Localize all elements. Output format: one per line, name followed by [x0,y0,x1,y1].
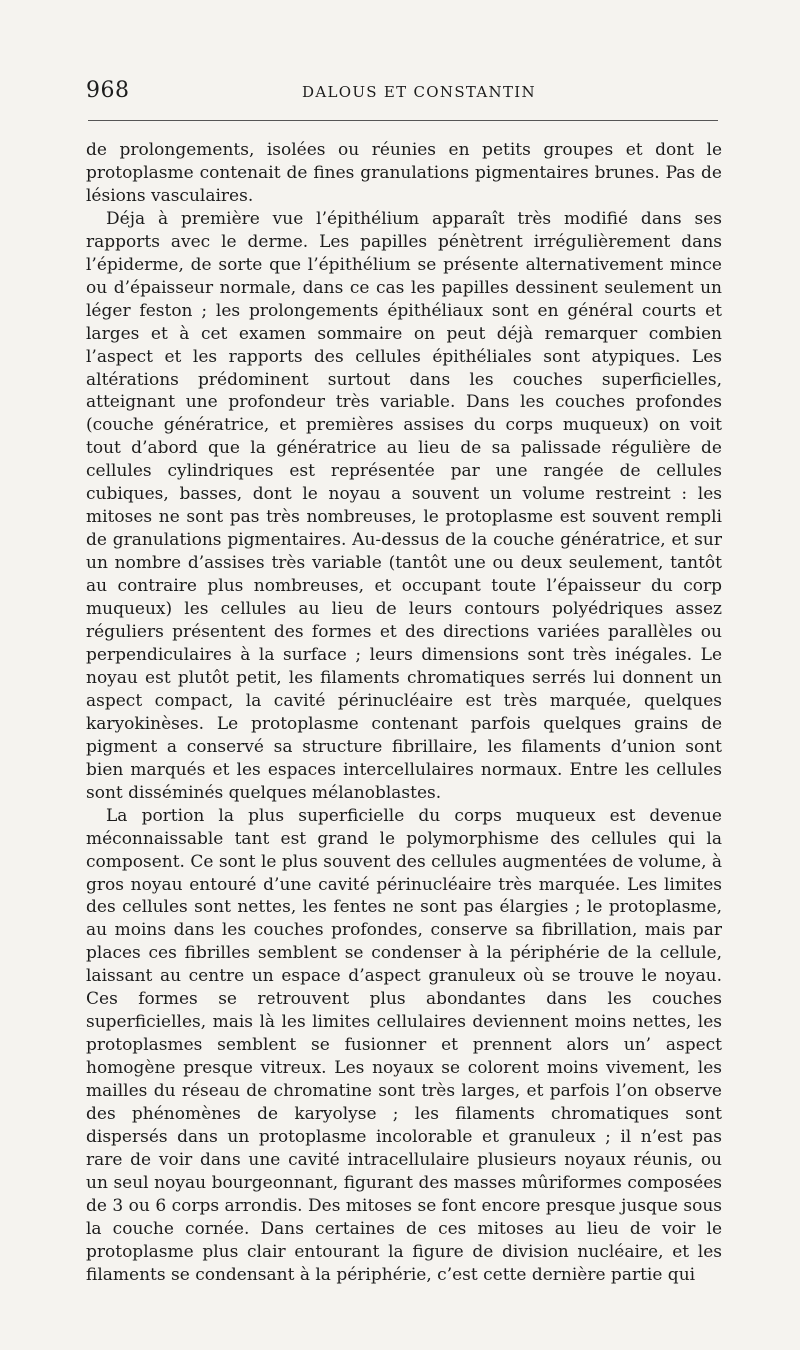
page-number: 968 [86,78,130,103]
body-text [86,139,722,1287]
header-rule [88,120,718,121]
paragraph-epithelium: Déja à première vue l’épithélium apparaît très modifié dans ses rapports avec le derme. Les papilles pénètrent irrégulièrement dans l’épiderme, de sorte que l’épithélium se présente alternativement mince ou d’épaisseur normale, dans ce cas les papilles dessinent seulement un léger feston ; les prolongements épithéliaux sont en général courts et larges et à cet examen sommaire on peut déjà remarquer combien l’aspect et les rapports des cellules épithéliales sont atypiques. Les altérations prédominent surtout dans les couches superficielles, atteignant une profondeur très variable. Dans les couches profondes (couche génératrice, et premières assises du corps muqueux) on voit tout d’abord que la génératrice au lieu de sa palissade régulière de cellules cylindriques est représentée par une rangée de cellules cubiques, basses, dont le noyau a souvent un volume restreint : les mitoses ne sont pas très nombreuses, le protoplasme est souvent rempli de granulations pigmentaires. Au-dessus de la couche génératrice, et sur un nombre d’assises très variable (tantôt une ou deux seulement, tantôt au contraire plus nombreuses, et occupant toute l’épaisseur du corp muqueux) les cellules au lieu de leurs contours polyédriques assez réguliers présentent des formes et des directions variées parallèles ou perpendiculaires à la surface ; leurs dimensions sont très inégales. Le noyau est plutôt petit, les filaments chromatiques serrés lui donnent un aspect compact, la cavité périnucléaire est très marquée, quelques karyokinèses. Le protoplasme contenant parfois quelques grains de pigment a conservé sa structure fibrillaire, les filaments d’union sont bien marqués et les espaces intercellulaires normaux. Entre les cellules sont disséminés quelques mélanoblastes. [86,208,722,803]
running-title: DALOUS ET CONSTANTIN [302,83,536,101]
page-header [86,78,720,104]
paragraph-continuation: de prolongements, isolées ou réunies en petits groupes et dont le protoplasme contenait de fines granulations pigmentaires brunes. Pas de lésions vasculaires. [86,140,722,206]
paragraph-superficial-portion: La portion la plus superficielle du corps muqueux est devenue méconnaissable tant est grand le polymorphisme des cellules qui la composent. Ce sont le plus souvent des cellules augmentées de volume, à gros noyau entouré d’une cavité périnucléaire très marquée. Les limites des cellules sont nettes, les fentes ne sont pas élargies ; le protoplasme, au moins dans les couches profondes, conserve sa fibrillation, mais par places ces fibrilles semblent se condenser à la périphérie de la cellule, laissant au centre un espace d’aspect granuleux où se trouve le noyau. Ces formes se retrouvent plus abondantes dans les couches superficielles, mais là les limites cellulaires deviennent moins nettes, les protoplasmes semblent se fusionner et prennent alors un’ aspect homogène presque vitreux. Les noyaux se colorent moins vivement, les mailles du réseau de chromatine sont très larges, et parfois l’on observe des phénomènes de karyolyse ; les filaments chromatiques sont dispersés dans un protoplasme incolorable et granuleux ; il n’est pas rare de voir dans une cavité intracellulaire plusieurs noyaux réunis, ou un seul noyau bourgeonnant, figurant des masses mûriformes composées de 3 ou 6 corps arrondis. Des mitoses se font encore presque jusque sous la couche cornée. Dans certaines de ces mitoses au lieu de voir le protoplasme plus clair entourant la figure de division nucléaire, et les filaments se condensant à la périphérie, c’est cette dernière partie qui [86,805,723,1285]
